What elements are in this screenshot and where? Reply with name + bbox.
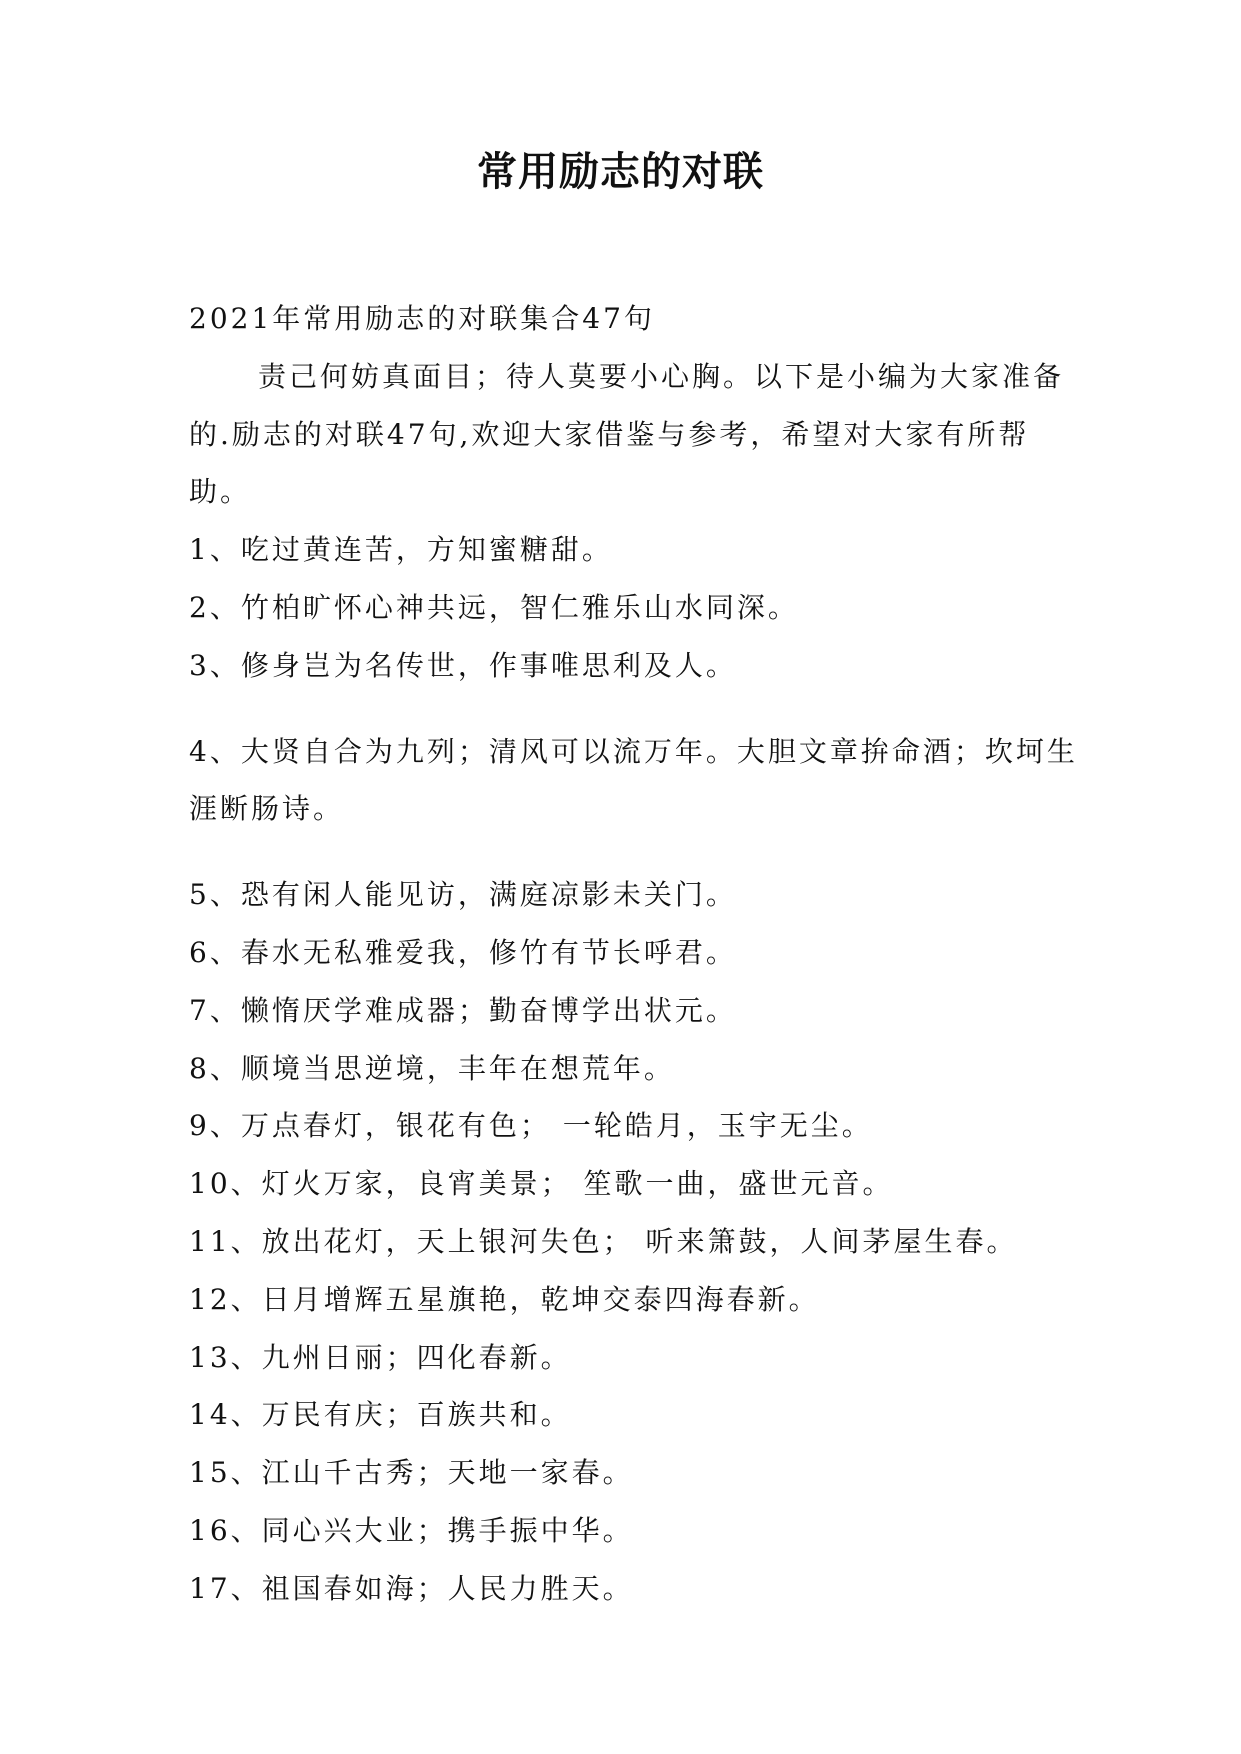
list-item: 11、放出花灯，天上银河失色； 听来箫鼓，人间茅屋生春。	[189, 1224, 1018, 1258]
subtitle: 2021年常用励志的对联集合47句	[189, 302, 655, 335]
page-title: 常用励志的对联	[477, 149, 764, 195]
list-item: 2、竹柏旷怀心神共远，智仁雅乐山水同深。	[189, 590, 799, 624]
intro-paragraph: 责己何妨真面目；待人莫要小心胸。以下是小编为大家准备的.励志的对联47句,欢迎大家借鉴与参考，希望对大家有所帮助。	[189, 359, 1065, 509]
list-item: 6、春水无私雅爱我，修竹有节长呼君。	[189, 935, 737, 969]
list-item: 15、江山千古秀；天地一家春。	[189, 1456, 634, 1490]
list-item: 14、万民有庆；百族共和。	[189, 1398, 572, 1432]
list-item: 13、九州日丽；四化春新。	[189, 1340, 572, 1374]
list-item: 1、吃过黄连苦，方知蜜糖甜。	[189, 533, 613, 567]
list-item: 3、修身岂为名传世，作事唯思利及人。	[189, 648, 737, 682]
list-item: 16、同心兴大业；携手振中华。	[189, 1513, 634, 1547]
list-item: 5、恐有闲人能见访，满庭凉影未关门。	[189, 878, 737, 912]
list-item: 10、灯火万家，良宵美景； 笙歌一曲，盛世元音。	[189, 1167, 894, 1201]
list-item: 9、万点春灯，银花有色； 一轮皓月，玉宇无尘。	[189, 1109, 873, 1143]
list-item: 17、祖国春如海；人民力胜天。	[189, 1571, 634, 1605]
list-item: 7、懒惰厌学难成器；勤奋博学出状元。	[189, 993, 737, 1027]
list-item: 12、日月增辉五星旗艳，乾坤交泰四海春新。	[189, 1282, 820, 1316]
document-body	[189, 290, 1079, 1618]
list-item: 8、顺境当思逆境，丰年在想荒年。	[189, 1051, 675, 1085]
list-item: 4、大贤自合为九列；清风可以流万年。大胆文章拚命酒；坎坷生涯断肠诗。	[189, 734, 1078, 826]
